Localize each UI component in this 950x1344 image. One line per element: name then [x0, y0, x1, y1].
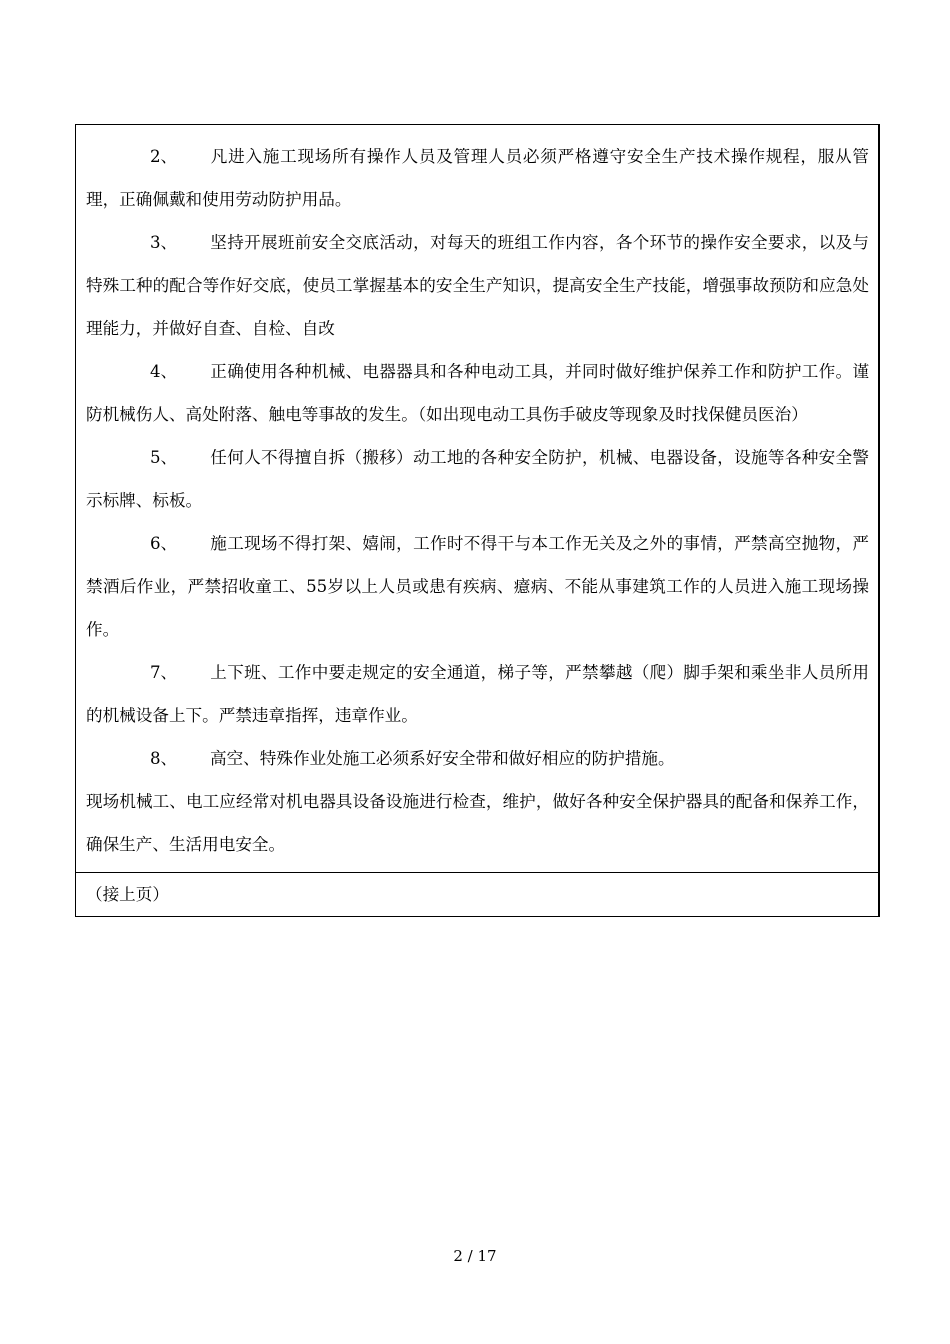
rule-text: 凡进入施工现场所有操作人员及管理人员必须严格遵守安全生产技术操作规程，服从管理，正确佩戴和使用劳动防护用品。 — [86, 147, 869, 209]
rule-number: 8、 — [150, 749, 178, 768]
rule-text: 正确使用各种机械、电器器具和各种电动工具，并同时做好维护保养工作和防护工作。谨防机械伤人、高处附落、触电等事故的发生。（如出现电动工具伤手破皮等现象及时找保健员医治） — [86, 362, 869, 424]
safety-rules-table — [75, 124, 880, 917]
closing-paragraph: 现场机械工、电工应经常对机电器具设备设施进行检查，维护，做好各种安全保护器具的配备和保养工作，确保生产、生活用电安全。 — [86, 792, 869, 854]
rule-number: 7、 — [150, 663, 178, 682]
rules-cell — [76, 125, 878, 872]
rule-number: 3、 — [150, 233, 178, 252]
page-number: 2 / 17 — [453, 1247, 497, 1265]
rule-text: 坚持开展班前安全交底活动，对每天的班组工作内容，各个环节的操作安全要求，以及与特殊工种的配合等作好交底，使员工掌握基本的安全生产知识，提高安全生产技能，增强事故预防和应急处理能力，并做好自查、自检、自改 — [86, 233, 869, 338]
rule-item-3 — [86, 221, 869, 350]
rule-item-6 — [86, 522, 869, 651]
rule-number: 5、 — [150, 448, 178, 467]
continued-cell: （接上页） — [76, 872, 878, 916]
rule-text: 任何人不得擅自拆（搬移）动工地的各种安全防护，机械、电器设备，设施等各种安全警示标牌、标板。 — [86, 448, 869, 510]
rule-item-8 — [86, 737, 869, 780]
rule-text: 上下班、工作中要走规定的安全通道，梯子等，严禁攀越（爬）脚手架和乘坐非人员所用的机械设备上下。严禁违章指挥，违章作业。 — [86, 663, 869, 725]
rule-text: 高空、特殊作业处施工必须系好安全带和做好相应的防护措施。 — [210, 749, 675, 768]
rule-item-7 — [86, 651, 869, 737]
rule-number: 6、 — [150, 534, 178, 553]
rule-item-5 — [86, 436, 869, 522]
rule-item-4 — [86, 350, 869, 436]
rule-text: 施工现场不得打架、嬉闹，工作时不得干与本工作无关及之外的事情，严禁高空抛物，严禁酒后作业，严禁招收童工、55岁以上人员或患有疾病、癔病、不能从事建筑工作的人员进入施工现场操作。 — [86, 534, 869, 639]
rule-number: 2、 — [150, 147, 178, 166]
rule-item-2 — [86, 135, 869, 221]
rule-number: 4、 — [150, 362, 178, 381]
